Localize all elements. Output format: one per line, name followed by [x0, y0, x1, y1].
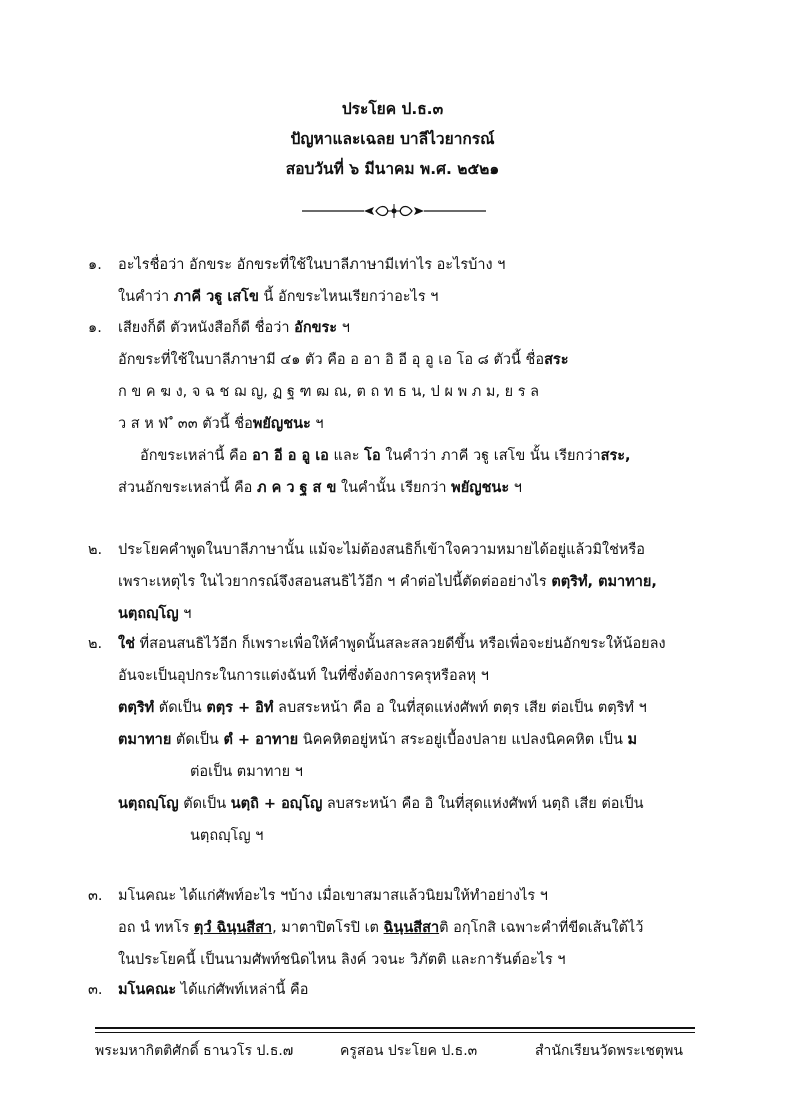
answer-2-line-4: ตมาทาย ตัดเป็น ตํ + อาทาย นิคคหิตอยู่หน้า สระอยู่เบื้องปลาย แปลงนิคคหิต เป็น ม — [118, 732, 638, 748]
answer-1-line-6: ส่วนอักขระเหล่านี้ คือ ภ ค ว ฐ ส ข ในคำนั้น เรียกว่า พยัญชนะ ฯ — [118, 480, 522, 496]
question-1-line-2: ในคำว่า ภาคี วฐู เสโข นี้ อักขระไหนเรียกว่าอะไร ฯ — [118, 289, 439, 305]
answer-1-line-5: อักขระเหล่านี้ คือ อา อี อ อู เอ และ โอ ในคำว่า ภาคี วฐู เสโข นั้น เรียกว่าสระ, — [140, 448, 631, 464]
answer-2-line-3: ตตฺริทํ ตัดเป็น ตตฺร + อิทํ ลบสระหน้า คือ อ ในที่สุดแห่งศัพท์ ตตฺร เสีย ต่อเป็น ตตฺริทํ ฯ — [118, 700, 647, 716]
footer-organization: สำนักเรียนวัดพระเชตุพน — [535, 1043, 683, 1059]
answer-2-line-7: นตฺถญฺโญ ฯ — [190, 828, 264, 844]
document-subtitle: ปัญหาและเฉลย บาลีไวยากรณ์ — [290, 130, 495, 148]
footer-rule — [95, 1027, 695, 1029]
footer-role: ครูสอน ประโยค ป.ธ.๓ — [340, 1043, 478, 1059]
footer-author: พระมหากิตติศักดิ์ ธานวโร ป.ธ.๗ — [95, 1043, 294, 1059]
answer-3-line-1: ๓. มโนคณะ ได้แก่ศัพท์เหล่านี้ คือ — [88, 982, 309, 998]
answer-2-line-5: ต่อเป็น ตมาทาย ฯ — [190, 764, 303, 780]
answer-2-line-1: ๒. ใช่ ที่สอนสนธิไว้อีก ก็เพราะเพื่อให้คำพูดนั้นสละสลวยดีขึ้น หรือเพื่อจะย่นอักขระให้น้อยลง — [88, 636, 666, 652]
question-2-line-1: ๒. ประโยคคำพูดในบาลีภาษานั้น แม้จะไม่ต้องสนธิก็เข้าใจความหมายได้อยู่แล้วมิใช่หรือ — [88, 542, 645, 558]
answer-2-line-6: นตฺถญฺโญ ตัดเป็น นตฺถิ + อญฺโญ ลบสระหน้า คือ อิ ในที่สุดแห่งศัพท์ นตฺถิ เสีย ต่อเป็น — [118, 796, 644, 812]
ornament-divider-icon — [302, 203, 486, 219]
answer-number: ๑. — [88, 320, 102, 336]
answer-1-line-2: อักขระที่ใช้ในบาลีภาษามี ๔๑ ตัว คือ อ อา อิ อี อุ อู เอ โอ ๘ ตัวนี้ ชื่อสระ — [118, 352, 569, 368]
answer-1-line-4: ว ส ห ฬ ํ ๓๓ ตัวนี้ ชื่อพยัญชนะ ฯ — [118, 416, 324, 432]
question-1-line-1: ๑. อะไรชื่อว่า อักขระ อักขระที่ใช้ในบาลีภาษามีเท่าไร อะไรบ้าง ฯ — [88, 257, 506, 273]
question-number: ๒. — [88, 542, 103, 558]
answer-number: ๒. — [88, 636, 103, 652]
exam-date: สอบวันที่ ๖ มีนาคม พ.ศ. ๒๕๒๑ — [285, 160, 500, 178]
question-3-line-2: อถ นํ ทหโร ตฺวํ ฉินฺนสีสา, มาตาปิตโรปิ เต ฉินฺนสีสาติ อกฺโกสิ เฉพาะคำที่ขีดเส้นใต้ไว้ — [118, 920, 644, 936]
question-3-line-3: ในประโยคนี้ เป็นนามศัพท์ชนิดไหน ลิงค์ วจนะ วิภัตติ และการันต์อะไร ฯ — [118, 952, 566, 968]
footer-rule-thin — [95, 1032, 695, 1033]
question-number: ๑. — [88, 257, 102, 273]
question-3-line-1: ๓. มโนคณะ ได้แก่ศัพท์อะไร ฯบ้าง เมื่อเขาสมาสแล้วนิยมให้ทำอย่างไร ฯ — [88, 888, 548, 904]
question-2-line-3: นตฺถญฺโญ ฯ — [118, 606, 192, 622]
document-title: ประโยค ป.ธ.๓ — [341, 100, 444, 118]
answer-number: ๓. — [88, 982, 103, 998]
answer-1-line-1: ๑. เสียงก็ดี ตัวหนังสือก็ดี ชื่อว่า อักขระ ฯ — [88, 320, 350, 336]
answer-1-line-3: ก ข ค ฆ ง, จ ฉ ช ฌ ญ, ฏ ฐ ฑ ฒ ณ, ต ถ ท ธ น, ป ผ พ ภ ม, ย ร ล — [118, 384, 540, 400]
question-2-line-2: เพราะเหตุไร ในไวยากรณ์จึงสอนสนธิไว้อีก ฯ คำต่อไปนี้ตัดต่ออย่างไร ตตฺริทํ, ตมาทาย, — [118, 574, 657, 590]
answer-2-line-2: อันจะเป็นอุปกระในการแต่งฉันท์ ในที่ซึ่งต้องการครุหรือลหุ ฯ — [118, 668, 489, 684]
question-number: ๓. — [88, 888, 103, 904]
